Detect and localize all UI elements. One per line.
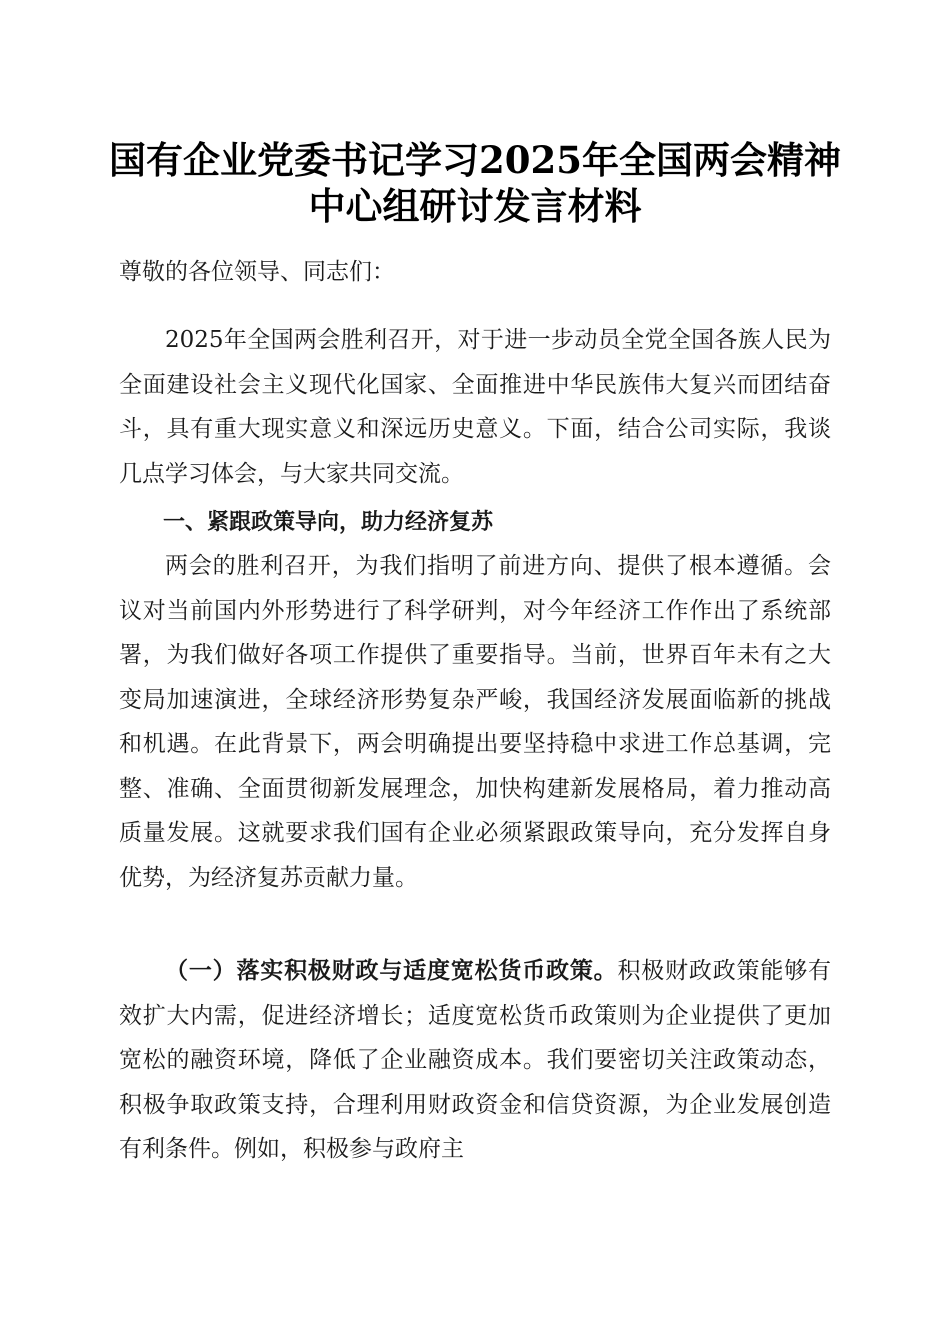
subsection-heading-1: （一）落实积极财政与适度宽松货币政策。 [165,957,618,984]
document-title-line2: 中心组研讨发言材料 [308,184,642,228]
paragraph-subsection-1 [119,949,831,1172]
paragraph-intro: 2025年全国两会胜利召开，对于进一步动员全党全国各族人民为全面建设社会主义现代化国家、全面推进中华民族伟大复兴而团结奋斗，具有重大现实意义和深远历史意义。下面，结合公司实际，我谈几点学习体会，与大家共同交流。 [119,327,831,487]
salutation: 尊敬的各位领导、同志们： [119,259,395,285]
paragraph-section-1: 两会的胜利召开，为我们指明了前进方向、提供了根本遵循。会议对当前国内外形势进行了科学研判，对今年经济工作作出了系统部署，为我们做好各项工作提供了重要指导。当前，世界百年未有之大变局加速演进，全球经济形势复杂严峻，我国经济发展面临新的挑战和机遇。在此背景下，两会明确提出要坚持稳中求进工作总基调，完整、准确、全面贯彻新发展理念，加快构建新发展格局，着力推动高质量发展。这就要求我们国有企业必须紧跟政策导向，充分发挥自身优势，为经济复苏贡献力量。 [119,553,831,891]
subsection-1-text: 积极财政政策能够有效扩大内需，促进经济增长；适度宽松货币政策则为企业提供了更加宽松的融资环境，降低了企业融资成本。我们要密切关注政策动态，积极争取政策支持，合理利用财政资金和信贷资源，为企业发展创造有利条件。例如，积极参与政府主 [119,958,832,1162]
section-heading-1: 一、紧跟政策导向，助力经济复苏 [163,510,494,535]
document-title-line1: 国有企业党委书记学习2025年全国两会精神 [109,138,841,182]
